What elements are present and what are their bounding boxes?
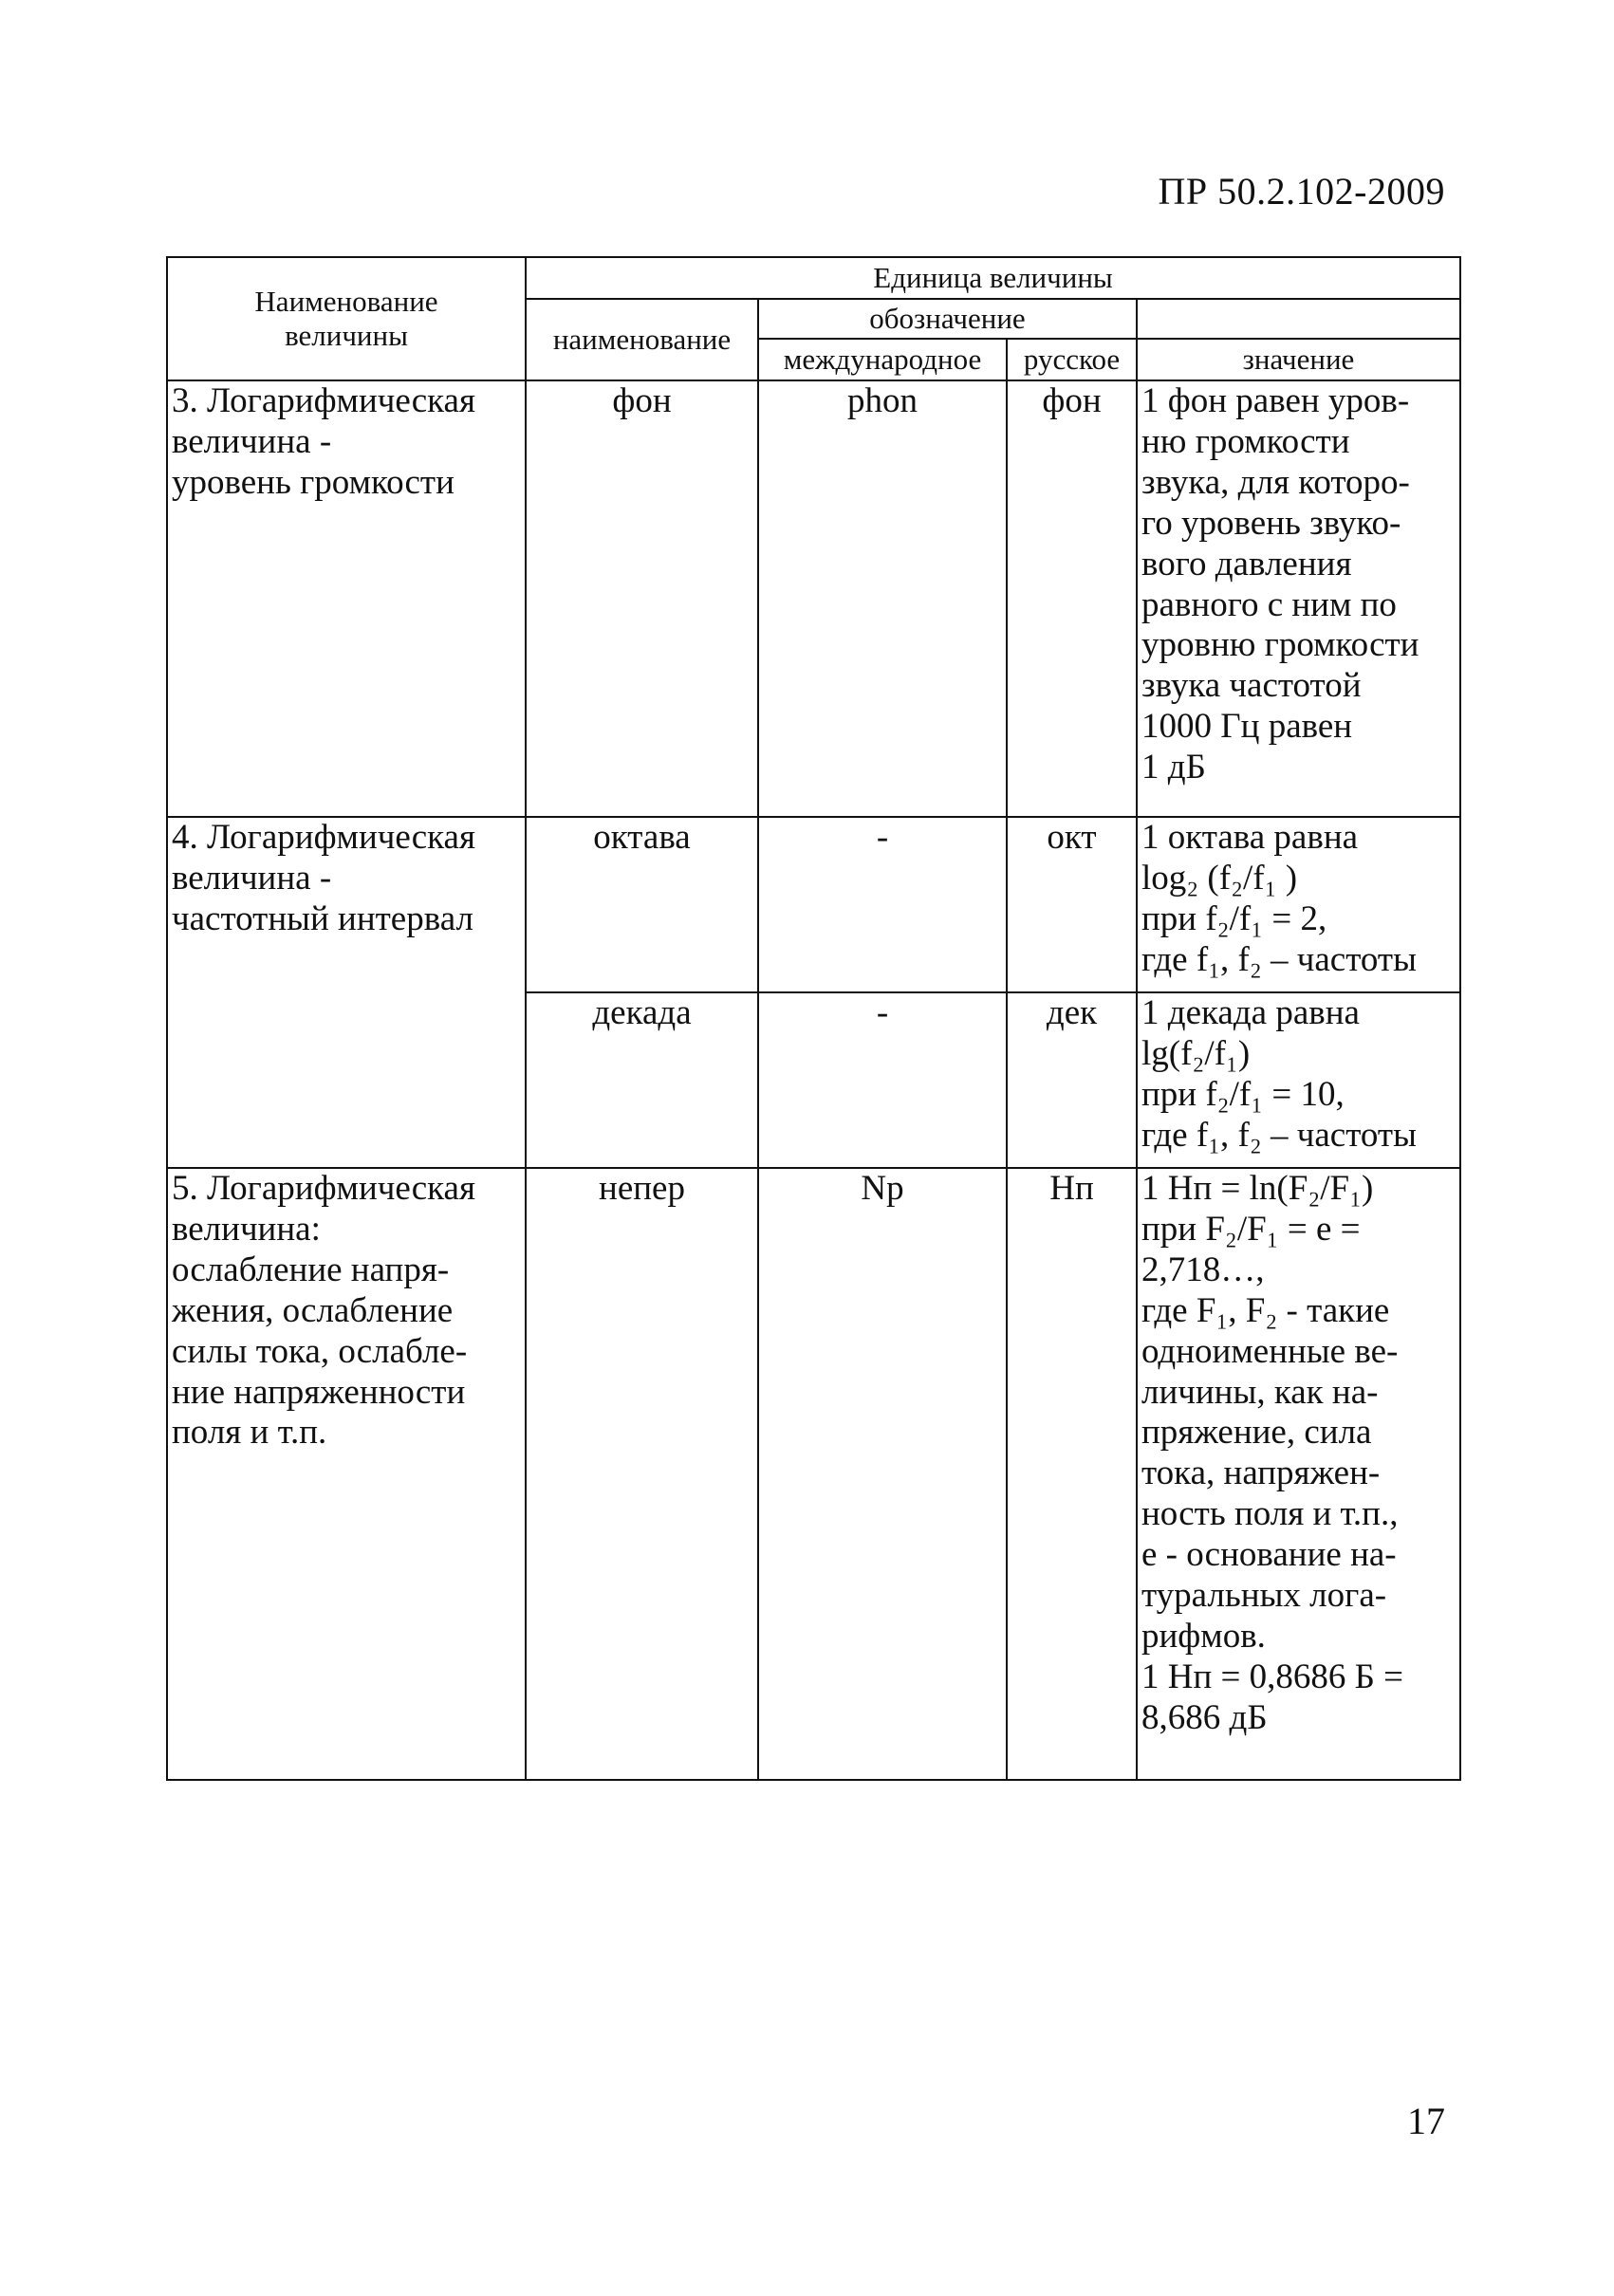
quantity-cell: 5. Логарифмическая величина: ослабление напря- жения, ослабление силы тока, ослабле- ние напряженности поля и т.п. [167,1168,526,1780]
header-quantity-name: Наименование величины [167,257,526,380]
header-designation: обозначение [758,299,1137,339]
quantity-cell: 3. Логарифмическая величина - уровень громкости [167,380,526,817]
header-value: значение [1137,339,1460,380]
quantity-cell: 4. Логарифмическая величина - частотный интервал [167,817,526,1168]
unit-name-cell: фон [526,380,758,817]
header-unit-name: наименование [526,299,758,380]
unit-name-cell: непер [526,1168,758,1780]
header-russian: русское [1007,339,1137,380]
table-row [167,1168,1460,1780]
unit-name-cell: декада [526,992,758,1168]
table-header [167,257,1460,380]
header-unit: Единица величины [526,257,1460,299]
russian-symbol-cell: окт [1007,817,1137,992]
table-row [167,380,1460,817]
value-cell: 1 декада равна lg(f₂/f₁) при f₂/f₁ = 10, где f₁, f₂ – частоты [1137,992,1460,1168]
value-cell: 1 октава равна log₂ (f₂/f₁ ) при f₂/f₁ = 2, где f₁, f₂ – частоты [1137,817,1460,992]
page-number: 17 [1407,2100,1445,2142]
russian-symbol-cell: Нп [1007,1168,1137,1780]
intl-symbol-cell: phon [758,380,1007,817]
intl-symbol-cell: - [758,817,1007,992]
intl-symbol-cell: - [758,992,1007,1168]
table-row [167,817,1460,992]
russian-symbol-cell: фон [1007,380,1137,817]
unit-name-cell: октава [526,817,758,992]
intl-symbol-cell: Np [758,1168,1007,1780]
header-international: международное [758,339,1007,380]
russian-symbol-cell: дек [1007,992,1137,1168]
value-cell: 1 Нп = ln(F₂/F₁) при F₂/F₁ = e = 2,718…, где F₁, F₂ - такие одноименные ве- личины, как на- пряжение, сила тока, напряжен- ность поля и т.п., e - основание на- туральных лога- рифмов. 1 Нп = 0,8686 Б = 8,686 дБ [1137,1168,1460,1780]
header-value-blank [1137,299,1460,339]
value-cell: 1 фон равен уров- ню громкости звука, для которо- го уровень звуко- вого давления равного с ним по уровню громкости звука частотой 1000 Гц равен 1 дБ [1137,380,1460,817]
units-table [166,256,1461,1781]
document-code: ПР 50.2.102-2009 [1158,170,1445,213]
